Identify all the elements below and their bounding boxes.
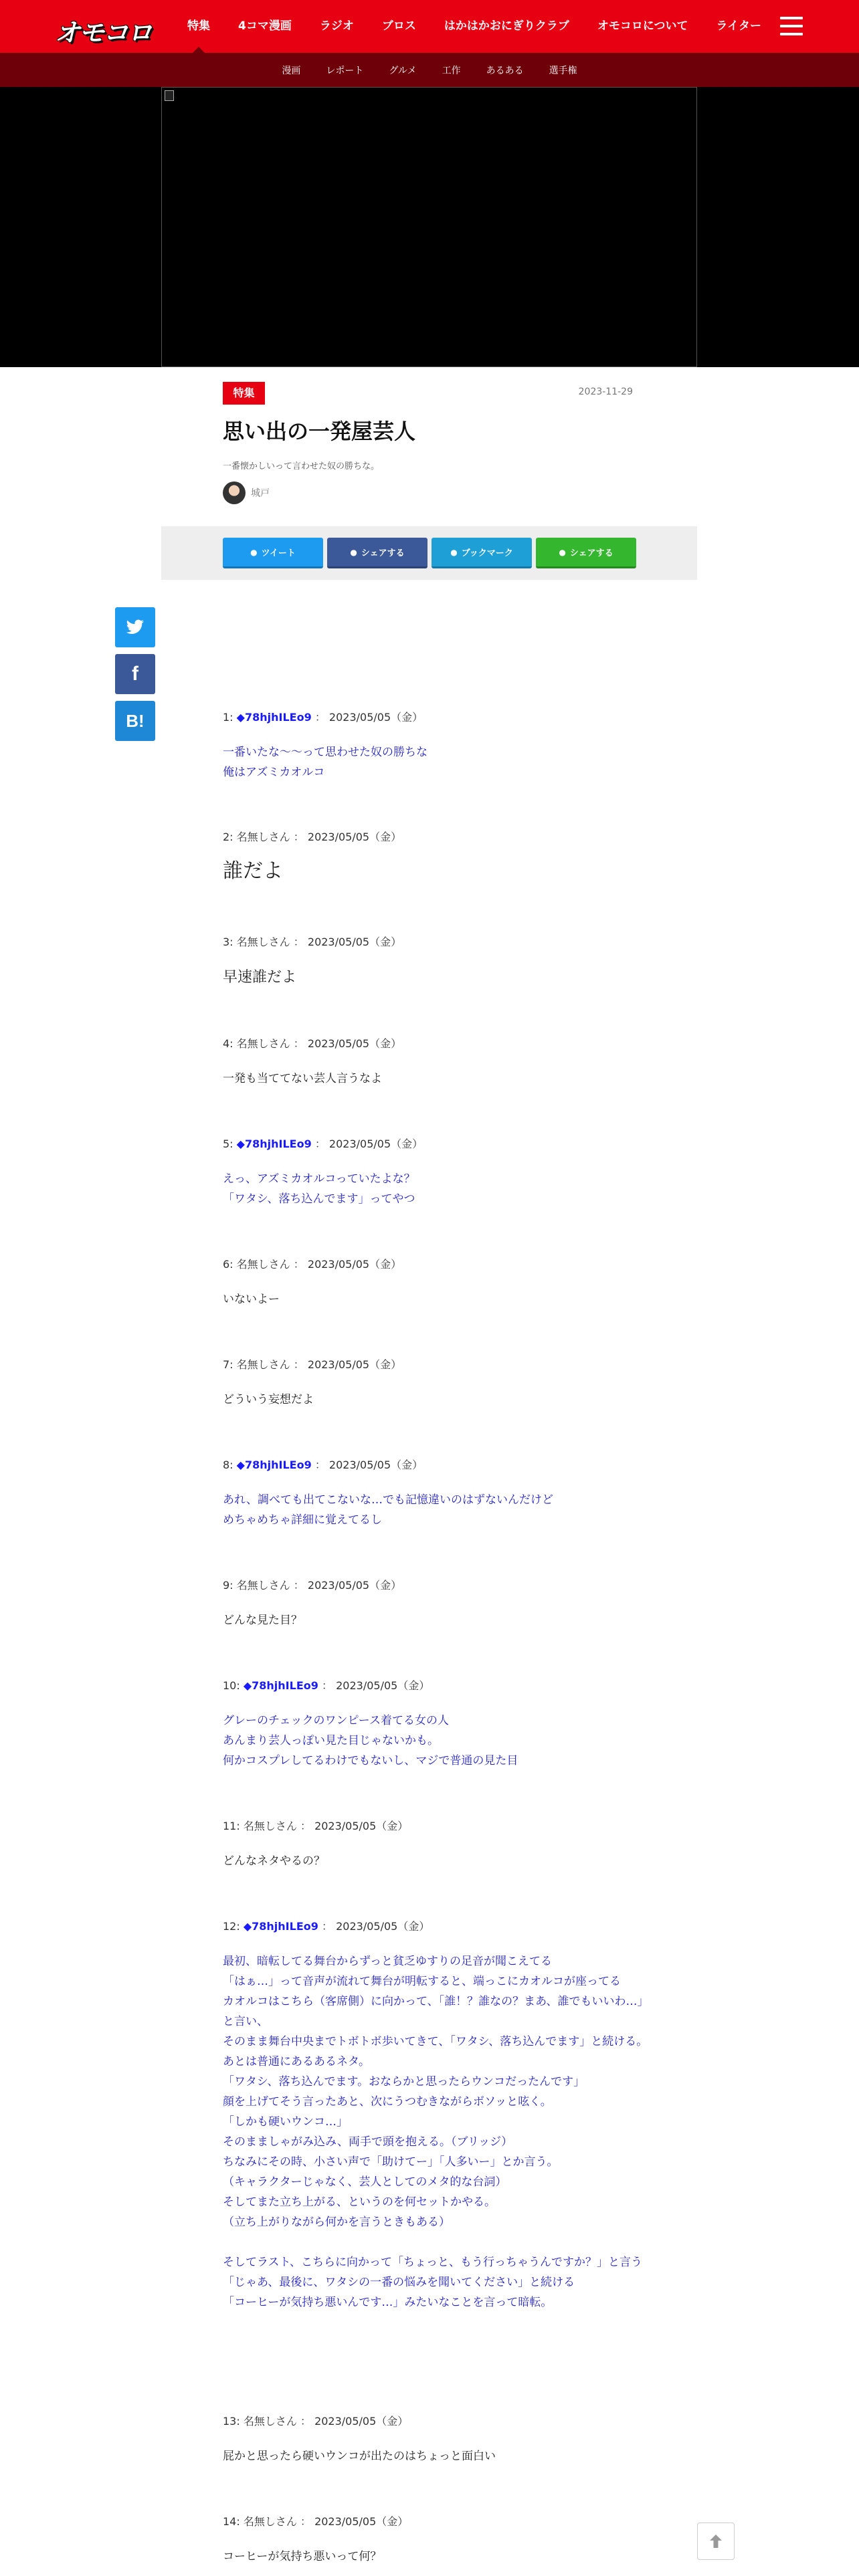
post-body: 最初、暗転してる舞台からずっと貧乏ゆすりの足音が聞こえてる 「はぁ…」って音声が流れて舞台が明転すると、端っこにカオルコが座ってる カオルコはこちら（客席側）に向かって、「誰！？誰なの？まあ、誰でもいいわ…」と言い、 そのまま舞台中央までトボトボ歩いてきて、「ワタシ、落ち込んでます」と続ける。 あとは普通にあるあるネタ。 「ワタシ、落ち込んでます。おならかと思ったらウンコだったんです」 顔を上げてそう言ったあと、次にうつむきながらボソッと呟く。 「しかも硬いウンコ…」 そのまましゃがみ込み、両手で頭を抱える。（ブリッジ） ちなみにその時、小さい声で「助けてー」「人多いー」とか言う。 （キャラクターじゃなく、芸人としてのメタ的な台詞） そしてまた立ち上がる、というのを何セットかやる。 （立ち上がりながら何かを言うときもある） そしてラスト、こちらに向かって「ちょっと、もう行っちゃうんですか？」と言う 「じゃあ、最後に、ワタシの一番の悩みを聞いてください」と続ける 「コーヒーが気持ち悪いんです…」みたいなことを言って暗転。: [223, 1955, 649, 2309]
post-body: 一番いたな〜〜って思わせた奴の勝ちな 俺はアズミカオルコ: [223, 746, 427, 779]
subnav-item-manga[interactable]: 漫画: [282, 65, 301, 76]
site-logo[interactable]: [55, 11, 152, 47]
post-header: 8: ◆78hjhILEo9 ： 2023/05/05（金）: [223, 1459, 423, 1471]
facebook-share-button[interactable]: [327, 538, 427, 568]
subnav-item-craft[interactable]: 工作: [442, 65, 461, 76]
sub-nav: [0, 53, 859, 87]
post-body: 早速誰だよ: [223, 969, 297, 986]
sub-bar: [0, 53, 859, 87]
subnav-item-aruaru[interactable]: あるある: [486, 65, 524, 76]
post-header: 10: ◆78hjhILEo9 ： 2023/05/05（金）: [223, 1679, 430, 1692]
nav-item-feature[interactable]: 特集: [187, 0, 210, 53]
side-twitter-button[interactable]: [115, 607, 155, 647]
nav-item-onigiri-club[interactable]: はかはかおにぎりクラブ: [444, 19, 569, 33]
list-item: [223, 2414, 651, 2466]
facebook-share-label: シェアする: [361, 548, 405, 558]
subnav-item-gourmet[interactable]: グルメ: [389, 65, 417, 76]
hatena-icon: B!: [126, 710, 145, 731]
post-body: 一発も当ててない芸人言うなよ: [223, 1072, 382, 1085]
nav-item-writers[interactable]: ライター: [716, 19, 762, 33]
post-header: 5: ◆78hjhILEo9 ： 2023/05/05（金）: [223, 1138, 423, 1150]
post-body: 誰だよ: [223, 859, 283, 883]
post-header: 11: 名無しさん ： 2023/05/05（金）: [223, 1820, 409, 1832]
nav-item-about[interactable]: オモコロについて: [597, 19, 688, 33]
post-body: あれ、調べても出てこないな…でも記憶違いのはずないんだけど めちゃめちゃ詳細に覚えてるし: [223, 1493, 554, 1527]
post-header: 1: ◆78hjhILEo9 ： 2023/05/05（金）: [223, 711, 423, 724]
post-body: いないよー: [223, 1293, 280, 1306]
post-header: 14: 名無しさん ： 2023/05/05（金）: [223, 2515, 409, 2528]
post-body: 屁かと思ったら硬いウンコが出たのはちょっと面白い: [223, 2450, 496, 2463]
arrow-up-icon: [708, 2533, 723, 2549]
post-body: どんなネタやるの？: [223, 1854, 325, 1868]
subnav-item-report[interactable]: レポート: [326, 65, 364, 76]
post-header: 4: 名無しさん ： 2023/05/05（金）: [223, 1037, 402, 1050]
article-title: 思い出の一発屋芸人: [223, 419, 416, 444]
post-header: 3: 名無しさん ： 2023/05/05（金）: [223, 936, 402, 948]
back-to-top-button[interactable]: [697, 2523, 735, 2560]
nav-item-4koma[interactable]: 4コマ漫画: [238, 19, 292, 33]
line-share-button[interactable]: [536, 538, 636, 568]
post-header: 2: 名無しさん ： 2023/05/05（金）: [223, 831, 402, 843]
facebook-icon: ●: [350, 547, 357, 557]
article-lead: 一番懐かしいって言わせた奴の勝ちな。: [223, 461, 380, 471]
author-name: 城戸: [251, 488, 270, 499]
twitter-icon: ●: [250, 547, 258, 557]
list-item: [223, 1458, 651, 1530]
tweet-label: ツイート: [261, 548, 296, 558]
bookmark-label: ブックマーク: [461, 548, 513, 558]
list-item: [223, 1137, 651, 1209]
list-item: [223, 710, 651, 782]
post-body: どんな見た目？: [223, 1614, 302, 1627]
nav-item-radio[interactable]: ラジオ: [319, 19, 354, 33]
article-date: 2023-11-29: [578, 387, 633, 397]
author[interactable]: [223, 481, 270, 504]
hero-image: [161, 87, 697, 367]
facebook-icon: f: [132, 663, 138, 685]
list-item: [223, 1257, 651, 1309]
post-body: どういう妄想だよ: [223, 1393, 314, 1406]
broken-image-icon: [165, 90, 174, 101]
list-item: [223, 1919, 651, 2313]
post-body: グレーのチェックのワンピース着てる女の人 あんまり芸人っぽい見た目じゃないかも。 何かコスプレしてるわけでもないし、マジで普通の見た目: [223, 1714, 518, 1767]
post-header: 12: ◆78hjhILEo9 ： 2023/05/05（金）: [223, 1920, 430, 1933]
line-share-label: シェアする: [569, 548, 613, 558]
post-header: 13: 名無しさん ： 2023/05/05（金）: [223, 2415, 409, 2428]
line-icon: ●: [559, 547, 566, 557]
post-header: 7: 名無しさん ： 2023/05/05（金）: [223, 1358, 402, 1371]
hatena-icon: ●: [450, 547, 458, 557]
subnav-item-contest[interactable]: 選手権: [549, 65, 577, 76]
tweet-button[interactable]: [223, 538, 323, 568]
share-bar: [161, 526, 697, 580]
post-header: 9: 名無しさん ： 2023/05/05（金）: [223, 1579, 402, 1592]
menu-icon[interactable]: [780, 17, 803, 35]
list-item: [223, 1679, 651, 1771]
list-item: [223, 1819, 651, 1871]
list-item: [223, 1578, 651, 1630]
twitter-icon: [126, 619, 145, 635]
nav-item-bros[interactable]: ブロス: [381, 19, 416, 33]
side-hatena-button[interactable]: [115, 701, 155, 741]
list-item: [223, 935, 651, 988]
post-body: えっ、アズミカオルコっていたよな？ 「ワタシ、落ち込んでます」ってやつ: [223, 1172, 415, 1206]
top-bar: [0, 0, 859, 53]
avatar: [223, 481, 246, 504]
post-header: 6: 名無しさん ： 2023/05/05（金）: [223, 1258, 402, 1271]
side-facebook-button[interactable]: [115, 654, 155, 694]
list-item: [223, 1358, 651, 1410]
logo-text: オモコロ: [55, 18, 152, 47]
post-body: コーヒーが気持ち悪いって何？: [223, 2550, 382, 2563]
list-item: [223, 1037, 651, 1089]
list-item: [223, 830, 651, 885]
main-nav: [187, 0, 789, 53]
list-item: [223, 2514, 651, 2567]
category-tag[interactable]: 特集: [223, 382, 265, 405]
hatena-bookmark-button[interactable]: [432, 538, 532, 568]
hero-area: [0, 87, 859, 367]
